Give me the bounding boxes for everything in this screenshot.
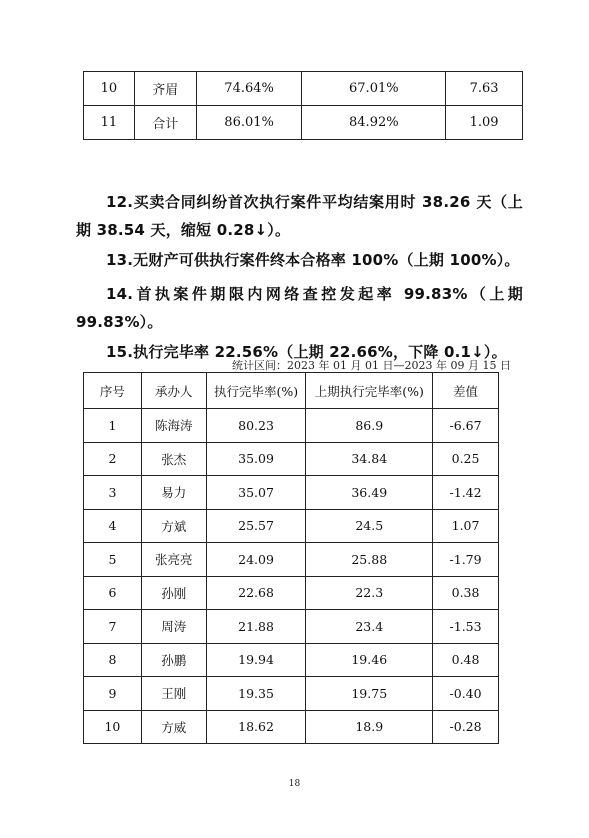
row-current: 25.57 [206,509,306,543]
row-number: 10 [84,72,135,106]
table-row [84,710,499,744]
row-name: 孙鹏 [141,643,206,677]
row-previous: 19.46 [306,643,433,677]
row-previous: 34.84 [306,442,433,476]
row-diff: 1.09 [446,106,523,140]
table-row [84,576,499,610]
row-current: 22.68 [206,576,306,610]
row-name: 齐眉 [134,72,196,106]
row-name: 易力 [141,476,206,510]
row-previous: 19.75 [306,677,433,711]
row-diff: -6.67 [433,409,499,443]
table-row [84,72,523,106]
table-row [84,409,499,443]
row-name: 方威 [141,710,206,744]
row-name: 张杰 [141,442,206,476]
row-diff: 0.48 [433,643,499,677]
row-previous: 84.92% [302,106,446,140]
table-row [84,643,499,677]
rate-table-continued [83,71,523,140]
table-row [84,476,499,510]
row-diff: 0.38 [433,576,499,610]
header-diff: 差值 [433,373,499,409]
row-current: 86.01% [196,106,302,140]
row-number: 6 [84,576,142,610]
row-name: 方斌 [141,509,206,543]
row-current: 35.09 [206,442,306,476]
row-number: 8 [84,643,142,677]
table-row [84,442,499,476]
row-current: 19.35 [206,677,306,711]
row-current: 24.09 [206,543,306,577]
row-diff: -1.79 [433,543,499,577]
paragraph-15: 15.执行完毕率 22.56%（上期 22.66%，下降 0.1↓）。 [106,343,507,361]
header-number: 序号 [84,373,142,409]
row-number: 3 [84,476,142,510]
completion-rate-table [83,372,499,744]
row-current: 19.94 [206,643,306,677]
statistics-range: 统计区间：2023 年 01 月 01 日—2023 年 09 月 15 日 [232,359,511,372]
row-current: 21.88 [206,610,306,644]
row-name: 合计 [134,106,196,140]
row-name: 王刚 [141,677,206,711]
header-previous-rate: 上期执行完毕率(%) [306,373,433,409]
row-previous: 18.9 [306,710,433,744]
row-previous: 86.9 [306,409,433,443]
row-current: 80.23 [206,409,306,443]
row-diff: 1.07 [433,509,499,543]
row-diff: 0.25 [433,442,499,476]
row-name: 周涛 [141,610,206,644]
page-number: 18 [288,779,301,789]
row-previous: 67.01% [302,72,446,106]
row-previous: 36.49 [306,476,433,510]
paragraph-13: 13.无财产可供执行案件终本合格率 100%（上期 100%）。 [106,251,520,269]
paragraph-12: 12.买卖合同纠纷首次执行案件平均结案用时 38.26 天（上期 38.54 天，缩短 0.28↓）。 [76,193,523,239]
paragraph-14: 14.首执案件期限内网络查控发起率 99.83%（上期 99.83%）。 [76,285,523,331]
row-name: 孙刚 [141,576,206,610]
row-number: 2 [84,442,142,476]
row-current: 18.62 [206,710,306,744]
row-number: 11 [84,106,135,140]
table-row [84,677,499,711]
table-row [84,106,523,140]
row-diff: 7.63 [446,72,523,106]
row-diff: -0.28 [433,710,499,744]
table-row [84,509,499,543]
row-previous: 25.88 [306,543,433,577]
row-number: 5 [84,543,142,577]
row-current: 35.07 [206,476,306,510]
row-previous: 22.3 [306,576,433,610]
table-row [84,610,499,644]
table-row [84,543,499,577]
table-header-row [84,373,499,409]
row-number: 10 [84,710,142,744]
row-previous: 24.5 [306,509,433,543]
row-previous: 23.4 [306,610,433,644]
row-number: 1 [84,409,142,443]
row-number: 4 [84,509,142,543]
row-number: 9 [84,677,142,711]
row-name: 陈海涛 [141,409,206,443]
row-name: 张亮亮 [141,543,206,577]
header-handler: 承办人 [141,373,206,409]
row-diff: -1.42 [433,476,499,510]
row-diff: -0.40 [433,677,499,711]
row-diff: -1.53 [433,610,499,644]
row-number: 7 [84,610,142,644]
row-current: 74.64% [196,72,302,106]
header-current-rate: 执行完毕率(%) [206,373,306,409]
